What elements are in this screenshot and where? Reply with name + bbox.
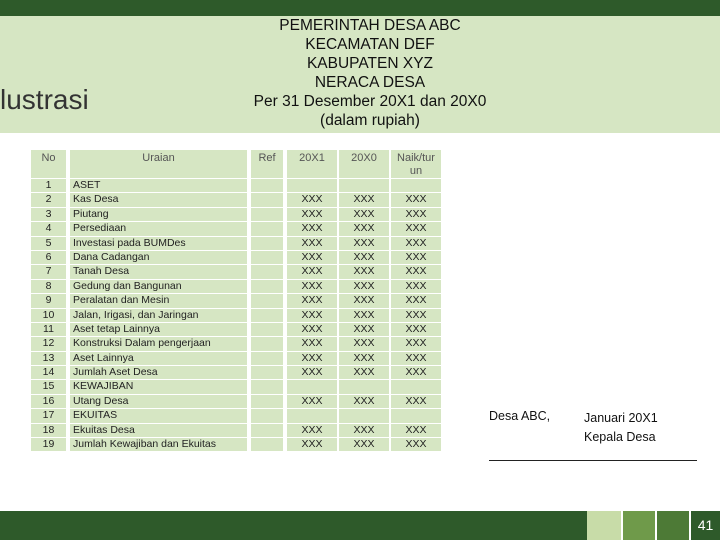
row-description: Jalan, Irigasi, dan Jaringan xyxy=(70,309,247,322)
row-value-20x0: XXX xyxy=(339,294,389,307)
row-value-20x0: XXX xyxy=(339,222,389,235)
row-value-naik-turun xyxy=(391,409,441,422)
top-bar xyxy=(0,0,720,16)
row-value-20x0: XXX xyxy=(339,309,389,322)
footer-bar xyxy=(0,511,587,540)
row-description: Aset Lainnya xyxy=(70,352,247,365)
document-heading xyxy=(230,16,510,130)
row-value-20x1: XXX xyxy=(287,265,337,278)
row-value-20x1: XXX xyxy=(287,352,337,365)
row-value-20x1 xyxy=(287,409,337,422)
row-number: 1 xyxy=(31,179,66,192)
row-ref xyxy=(251,280,283,293)
row-value-20x0: XXX xyxy=(339,193,389,206)
row-value-naik-turun: XXX xyxy=(391,251,441,264)
row-ref xyxy=(251,438,283,451)
row-ref xyxy=(251,309,283,322)
row-value-20x1: XXX xyxy=(287,395,337,408)
row-number: 18 xyxy=(31,424,66,437)
row-number: 7 xyxy=(31,265,66,278)
row-value-20x1: XXX xyxy=(287,208,337,221)
row-value-20x0: XXX xyxy=(339,208,389,221)
row-number: 14 xyxy=(31,366,66,379)
row-value-20x1: XXX xyxy=(287,438,337,451)
row-description: Aset tetap Lainnya xyxy=(70,323,247,336)
row-number: 13 xyxy=(31,352,66,365)
heading-line: NERACA DESA xyxy=(314,74,426,91)
row-value-20x0: XXX xyxy=(339,237,389,250)
row-value-20x1: XXX xyxy=(287,323,337,336)
row-description: Ekuitas Desa xyxy=(70,424,247,437)
row-ref xyxy=(251,222,283,235)
row-ref xyxy=(251,409,283,422)
row-ref xyxy=(251,251,283,264)
row-value-naik-turun: XXX xyxy=(391,395,441,408)
row-value-naik-turun: XXX xyxy=(391,323,441,336)
row-description: Kas Desa xyxy=(70,193,247,206)
row-value-20x0: XXX xyxy=(339,337,389,350)
row-ref xyxy=(251,395,283,408)
row-value-20x0 xyxy=(339,179,389,192)
row-description: Konstruksi Dalam pengerjaan xyxy=(70,337,247,350)
row-value-20x1: XXX xyxy=(287,251,337,264)
column-header-20x0: 20X0 xyxy=(339,150,389,178)
row-description: Tanah Desa xyxy=(70,265,247,278)
signature-position: Kepala Desa xyxy=(584,430,656,444)
row-description: EKUITAS xyxy=(70,409,247,422)
row-value-20x0: XXX xyxy=(339,395,389,408)
row-ref xyxy=(251,294,283,307)
row-description: Jumlah Aset Desa xyxy=(70,366,247,379)
column-header-naik-turun: Naik/tur un xyxy=(391,150,441,178)
row-ref xyxy=(251,265,283,278)
row-value-naik-turun: XXX xyxy=(391,366,441,379)
page-number: 41 xyxy=(691,511,720,540)
row-description: KEWAJIBAN xyxy=(70,380,247,393)
heading-line: KABUPATEN XYZ xyxy=(306,55,434,72)
row-ref xyxy=(251,337,283,350)
row-value-naik-turun: XXX xyxy=(391,352,441,365)
row-value-20x1: XXX xyxy=(287,309,337,322)
column-header-no: No xyxy=(31,150,66,178)
row-value-naik-turun: XXX xyxy=(391,237,441,250)
row-value-naik-turun: XXX xyxy=(391,424,441,437)
row-ref xyxy=(251,193,283,206)
row-number: 2 xyxy=(31,193,66,206)
signature-block xyxy=(584,409,658,447)
row-value-20x1: XXX xyxy=(287,193,337,206)
row-value-20x1 xyxy=(287,380,337,393)
row-number: 17 xyxy=(31,409,66,422)
row-number: 16 xyxy=(31,395,66,408)
row-ref xyxy=(251,179,283,192)
row-value-20x0: XXX xyxy=(339,251,389,264)
row-description: Dana Cadangan xyxy=(70,251,247,264)
row-description: Piutang xyxy=(70,208,247,221)
row-value-20x0: XXX xyxy=(339,424,389,437)
row-description: ASET xyxy=(70,179,247,192)
row-value-20x1: XXX xyxy=(287,337,337,350)
row-value-naik-turun xyxy=(391,179,441,192)
row-value-20x0 xyxy=(339,409,389,422)
row-value-naik-turun: XXX xyxy=(391,193,441,206)
row-value-20x1: XXX xyxy=(287,222,337,235)
row-number: 12 xyxy=(31,337,66,350)
row-description: Jumlah Kewajiban dan Ekuitas xyxy=(70,438,247,451)
row-value-20x1: XXX xyxy=(287,424,337,437)
row-value-20x1 xyxy=(287,179,337,192)
column-header-20x1: 20X1 xyxy=(287,150,337,178)
row-value-20x0: XXX xyxy=(339,323,389,336)
row-value-naik-turun: XXX xyxy=(391,265,441,278)
heading-line: KECAMATAN DEF xyxy=(305,36,435,53)
row-value-20x1: XXX xyxy=(287,237,337,250)
row-value-20x1: XXX xyxy=(287,366,337,379)
row-number: 4 xyxy=(31,222,66,235)
row-value-naik-turun xyxy=(391,380,441,393)
column-header-ref: Ref xyxy=(251,150,283,178)
row-description: Persediaan xyxy=(70,222,247,235)
row-number: 5 xyxy=(31,237,66,250)
footer-square xyxy=(587,511,621,540)
row-value-20x0: XXX xyxy=(339,438,389,451)
row-number: 15 xyxy=(31,380,66,393)
row-value-20x0: XXX xyxy=(339,280,389,293)
row-value-naik-turun: XXX xyxy=(391,222,441,235)
row-number: 8 xyxy=(31,280,66,293)
row-number: 9 xyxy=(31,294,66,307)
heading-line: PEMERINTAH DESA ABC xyxy=(279,17,461,34)
row-description: Utang Desa xyxy=(70,395,247,408)
signature-date: Januari 20X1 xyxy=(584,411,658,425)
row-value-20x1: XXX xyxy=(287,280,337,293)
side-title: lustrasi xyxy=(0,84,89,115)
row-ref xyxy=(251,366,283,379)
row-value-naik-turun: XXX xyxy=(391,208,441,221)
signature-place: Desa ABC, xyxy=(489,409,551,423)
row-value-naik-turun: XXX xyxy=(391,280,441,293)
column-header-uraian: Uraian xyxy=(70,150,247,178)
row-number: 6 xyxy=(31,251,66,264)
footer-square xyxy=(657,511,689,540)
heading-line: Per 31 Desember 20X1 dan 20X0 xyxy=(253,93,487,110)
row-description: Gedung dan Bangunan xyxy=(70,280,247,293)
row-ref xyxy=(251,208,283,221)
row-number: 19 xyxy=(31,438,66,451)
row-value-naik-turun: XXX xyxy=(391,309,441,322)
row-ref xyxy=(251,237,283,250)
row-number: 10 xyxy=(31,309,66,322)
row-description: Peralatan dan Mesin xyxy=(70,294,247,307)
footer-square xyxy=(623,511,655,540)
row-number: 3 xyxy=(31,208,66,221)
row-value-naik-turun: XXX xyxy=(391,438,441,451)
row-number: 11 xyxy=(31,323,66,336)
row-value-20x0: XXX xyxy=(339,265,389,278)
row-ref xyxy=(251,323,283,336)
row-ref xyxy=(251,352,283,365)
row-value-naik-turun: XXX xyxy=(391,294,441,307)
row-ref xyxy=(251,424,283,437)
signature-line xyxy=(489,460,697,461)
row-value-20x0 xyxy=(339,380,389,393)
heading-line: (dalam rupiah) xyxy=(320,112,420,129)
row-value-20x1: XXX xyxy=(287,294,337,307)
row-description: Investasi pada BUMDes xyxy=(70,237,247,250)
row-value-20x0: XXX xyxy=(339,352,389,365)
row-value-naik-turun: XXX xyxy=(391,337,441,350)
row-ref xyxy=(251,380,283,393)
row-value-20x0: XXX xyxy=(339,366,389,379)
